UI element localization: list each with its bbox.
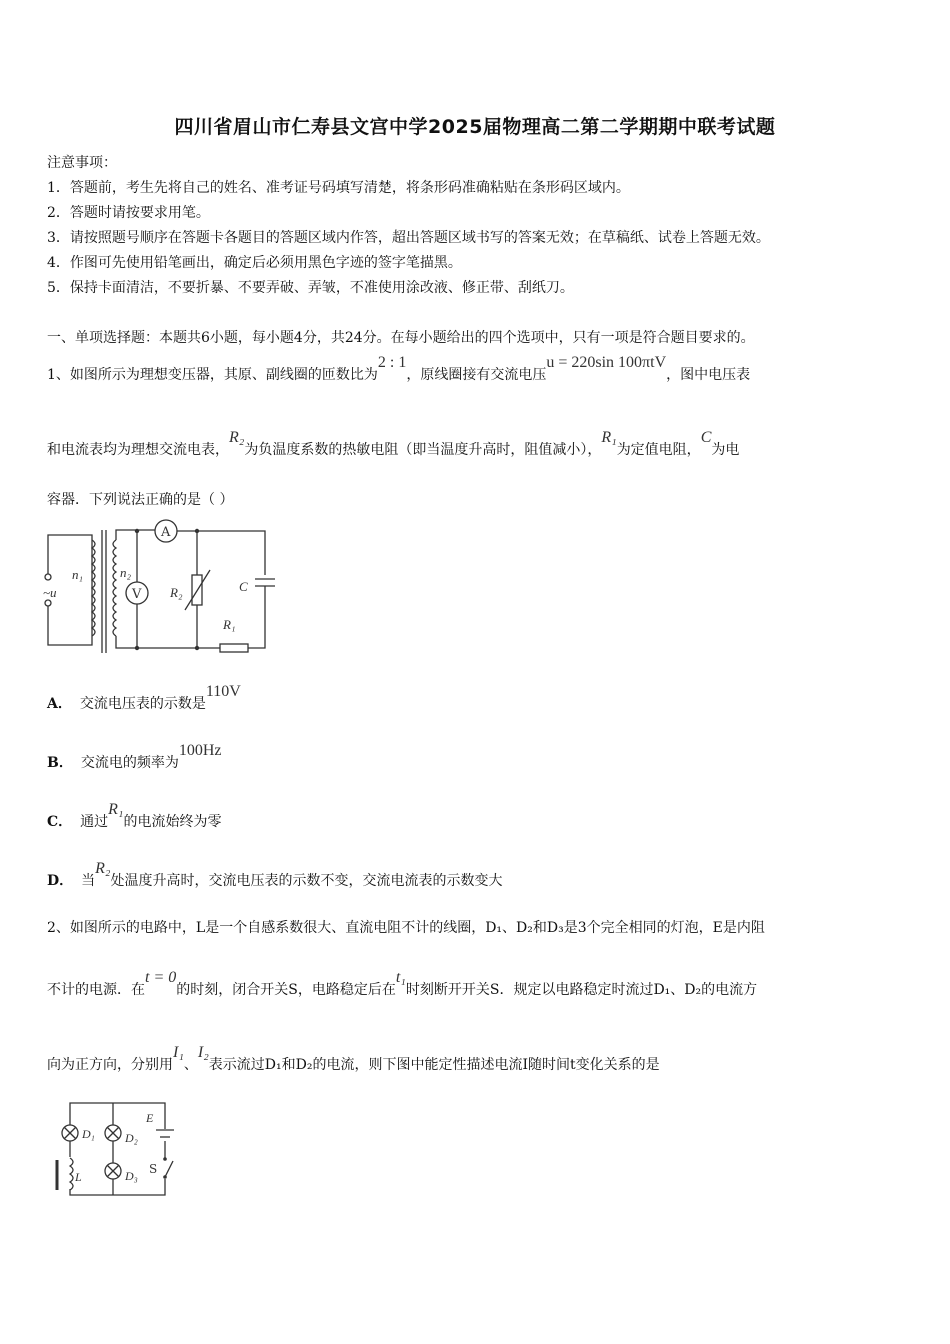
notice-item: 1．答题前，考生先将自己的姓名、准考证号码填写清楚，将条形码准确粘贴在条形码区域内。 (47, 180, 630, 196)
notice-item: 2．答题时请按要求用笔。 (47, 205, 210, 221)
q2-line-3 (47, 1044, 660, 1074)
option-expr: 100Hz (178, 742, 222, 759)
n1-label: n₁ (72, 567, 84, 582)
n2-label: n₂ (120, 565, 132, 580)
q1-line-1 (47, 354, 751, 384)
transformer-circuit-figure (40, 515, 280, 660)
q2-text: 向为正方向，分别用 (47, 1057, 173, 1073)
q1-text: 为定值电阻， (616, 442, 701, 458)
option-expr: R₁ (108, 801, 124, 818)
option-label: C． (47, 814, 73, 830)
option-text: 通过 (80, 814, 109, 830)
r1-symbol: R₁ (601, 429, 617, 446)
option-label: A． (47, 696, 72, 712)
inductor-circuit-figure (50, 1095, 190, 1205)
q2-line-1: 2、如图所示的电路中，L是一个自感系数很大、直流电阻不计的线圈，D₁、D₂和D₃是3个完全相同的灯泡，E是内阻 (47, 920, 765, 936)
ratio-expr: 2 : 1 (377, 354, 407, 371)
c-label: C (239, 579, 248, 594)
t0-expr: t = 0 (145, 969, 177, 986)
page-title: 四川省眉山市仁寿县文宫中学2025届物理高二第二学期期中联考试题 (174, 116, 776, 138)
d2-label: D₂ (125, 1131, 138, 1145)
voltage-expr: u = 220sin 100πtV (546, 354, 667, 371)
notice-item: 3．请按照题号顺序在答题卡各题目的答题区域内作答，超出答题区域书写的答案无效；在草稿纸、试卷上答题无效。 (47, 230, 770, 246)
switch-label: S (149, 1162, 158, 1176)
q2-text: 表示流过D₁和D₂的电流，则下图中能定性描述电流I随时间t变化关系的是 (208, 1057, 660, 1073)
r1-label: R₁ (223, 617, 236, 632)
option-text: 交流电压表的示数是 (79, 696, 206, 712)
notice-heading: 注意事项： (47, 155, 117, 171)
q1-text: 为电 (711, 442, 740, 458)
q1-line-3: 容器．下列说法正确的是（ ） (47, 492, 234, 508)
t1-symbol: t₁ (395, 969, 406, 986)
q1-option-b (47, 742, 222, 772)
option-expr: R₂ (95, 860, 111, 877)
q2-text: 、 (183, 1057, 198, 1073)
q1-text: ，图中电压表 (666, 367, 751, 383)
q1-text: 和电流表均为理想交流电表， (47, 442, 229, 458)
option-text: 当 (81, 873, 96, 889)
q1-option-a (47, 683, 241, 713)
source-label: E (146, 1111, 154, 1125)
capacitor-symbol: C (700, 429, 712, 446)
q1-line-2 (47, 429, 740, 459)
q2-text: 不计的电源．在 (47, 982, 145, 998)
option-tail: 处温度升高时，交流电压表的示数不变，交流电流表的示数变大 (110, 873, 503, 889)
voltmeter-label: V (132, 587, 142, 602)
q1-text: 为负温度系数的热敏电阻（即当温度升高时，阻值减小）， (244, 442, 602, 458)
option-label: D． (47, 873, 74, 889)
option-tail: 的电流始终为零 (123, 814, 222, 830)
d1-label: D₁ (82, 1127, 95, 1141)
r2-symbol: R₂ (229, 429, 245, 446)
option-expr: 110V (205, 683, 241, 700)
option-text: 交流电的频率为 (80, 755, 179, 771)
q2-text: 的时刻，闭合开关S，电路稳定后在 (176, 982, 396, 998)
q1-text: 1、如图所示为理想变压器，其原、副线圈的匝数比为 (47, 367, 378, 383)
option-label: B． (47, 755, 73, 771)
notice-item: 5．保持卡面清洁，不要折暴、不要弄破、弄皱，不准使用涂改液、修正带、刮纸刀。 (47, 280, 574, 296)
q1-option-d (47, 860, 503, 890)
q2-line-2 (47, 969, 758, 999)
notice-item: 4．作图可先使用铅笔画出，确定后必须用黑色字迹的签字笔描黑。 (47, 255, 462, 271)
d3-label: D₃ (125, 1169, 138, 1183)
q1-option-c (47, 801, 222, 831)
r2-label: R₂ (170, 585, 183, 600)
ammeter-label: A (161, 525, 171, 540)
section-heading: 一、单项选择题：本题共6小题，每小题4分，共24分。在每小题给出的四个选项中，只有一项是符合题目要求的。 (47, 330, 755, 346)
i1-symbol: I₁ (173, 1044, 184, 1061)
q1-text: ，原线圈接有交流电压 (406, 367, 547, 383)
inductor-label: L (75, 1170, 82, 1184)
u-label: ~u (43, 585, 57, 600)
i2-symbol: I₂ (197, 1044, 209, 1061)
q2-text: 时刻断开开关S．规定以电路稳定时流过D₁、D₂的电流方 (405, 982, 758, 998)
